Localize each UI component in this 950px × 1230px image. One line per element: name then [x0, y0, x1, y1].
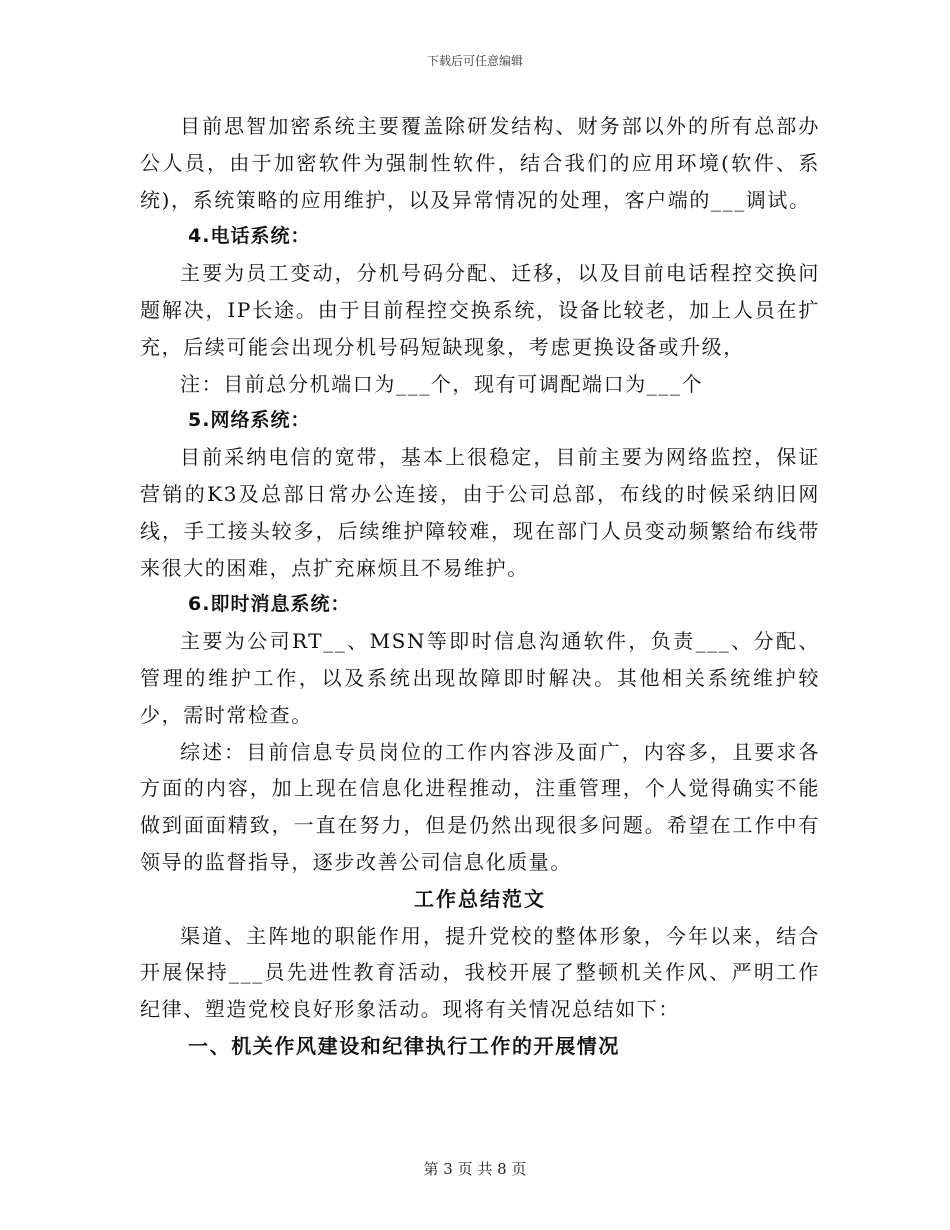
- document-title: 工作总结范文: [414, 886, 546, 911]
- page-header: 下载后可任意编辑: [426, 54, 523, 68]
- paragraph-im-system: 主要为公司RT__、MSN等即时信息沟通软件，负责___、分配、管理的维护工作，以及系统出现故障即时解决。其他相关系统维护较少，需时常检查。: [140, 629, 820, 727]
- paragraph-summary: 综述：目前信息专员岗位的工作内容涉及面广，内容多，且要求各方面的内容，加上现在信息化进程推动，注重管理，个人觉得确实不能做到面面精致，一直在努力，但是仍然出现很多问题。希望在工作中有领导的监督指导，逐步改善公司信息化质量。: [140, 739, 820, 874]
- heading-network-system: 5.网络系统：: [188, 409, 311, 432]
- section-heading-1: 一、机关作风建设和纪律执行工作的开展情况: [188, 1033, 620, 1058]
- paragraph-network-system: 目前采纳电信的宽带，基本上很稳定，目前主要为网络监控，保证营销的K3及总部日常办公连接，由于公司总部，布线的时候采纳旧网线，手工接头较多，后续维护障较难，现在部门人员变动频繁给布线带来很大的困难，点扩充麻烦且不易维护。: [140, 445, 820, 580]
- paragraph-phone-system: 主要为员工变动，分机号码分配、迁移，以及目前电话程控交换问题解决，IP长途。由于目前程控交换系统，设备比较老，加上人员在扩充，后续可能会出现分机号码短缺现象，考虑更换设备或升级，: [140, 261, 820, 359]
- heading-phone-system: 4.电话系统：: [188, 225, 311, 248]
- document-body: [140, 108, 820, 1065]
- paragraph-intro: 渠道、主阵地的职能作用，提升党校的整体形象，今年以来，结合开展保持___员先进性教育活动，我校开展了整顿机关作风、严明工作纪律、塑造党校良好形象活动。现将有关情况总结如下：: [140, 923, 820, 1022]
- paragraph-phone-note: 注：目前总分机端口为___个，现有可调配端口为___个: [180, 371, 704, 396]
- heading-im-system: 6.即时消息系统：: [188, 593, 351, 616]
- paragraph-encryption: 目前思智加密系统主要覆盖除研发结构、财务部以外的所有总部办公人员，由于加密软件为强制性软件，结合我们的应用环境(软件、系统)，系统策略的应用维护，以及异常情况的处理，客户端的___调试。: [140, 114, 820, 212]
- page-footer: 第 3 页 共 8 页: [423, 1160, 527, 1178]
